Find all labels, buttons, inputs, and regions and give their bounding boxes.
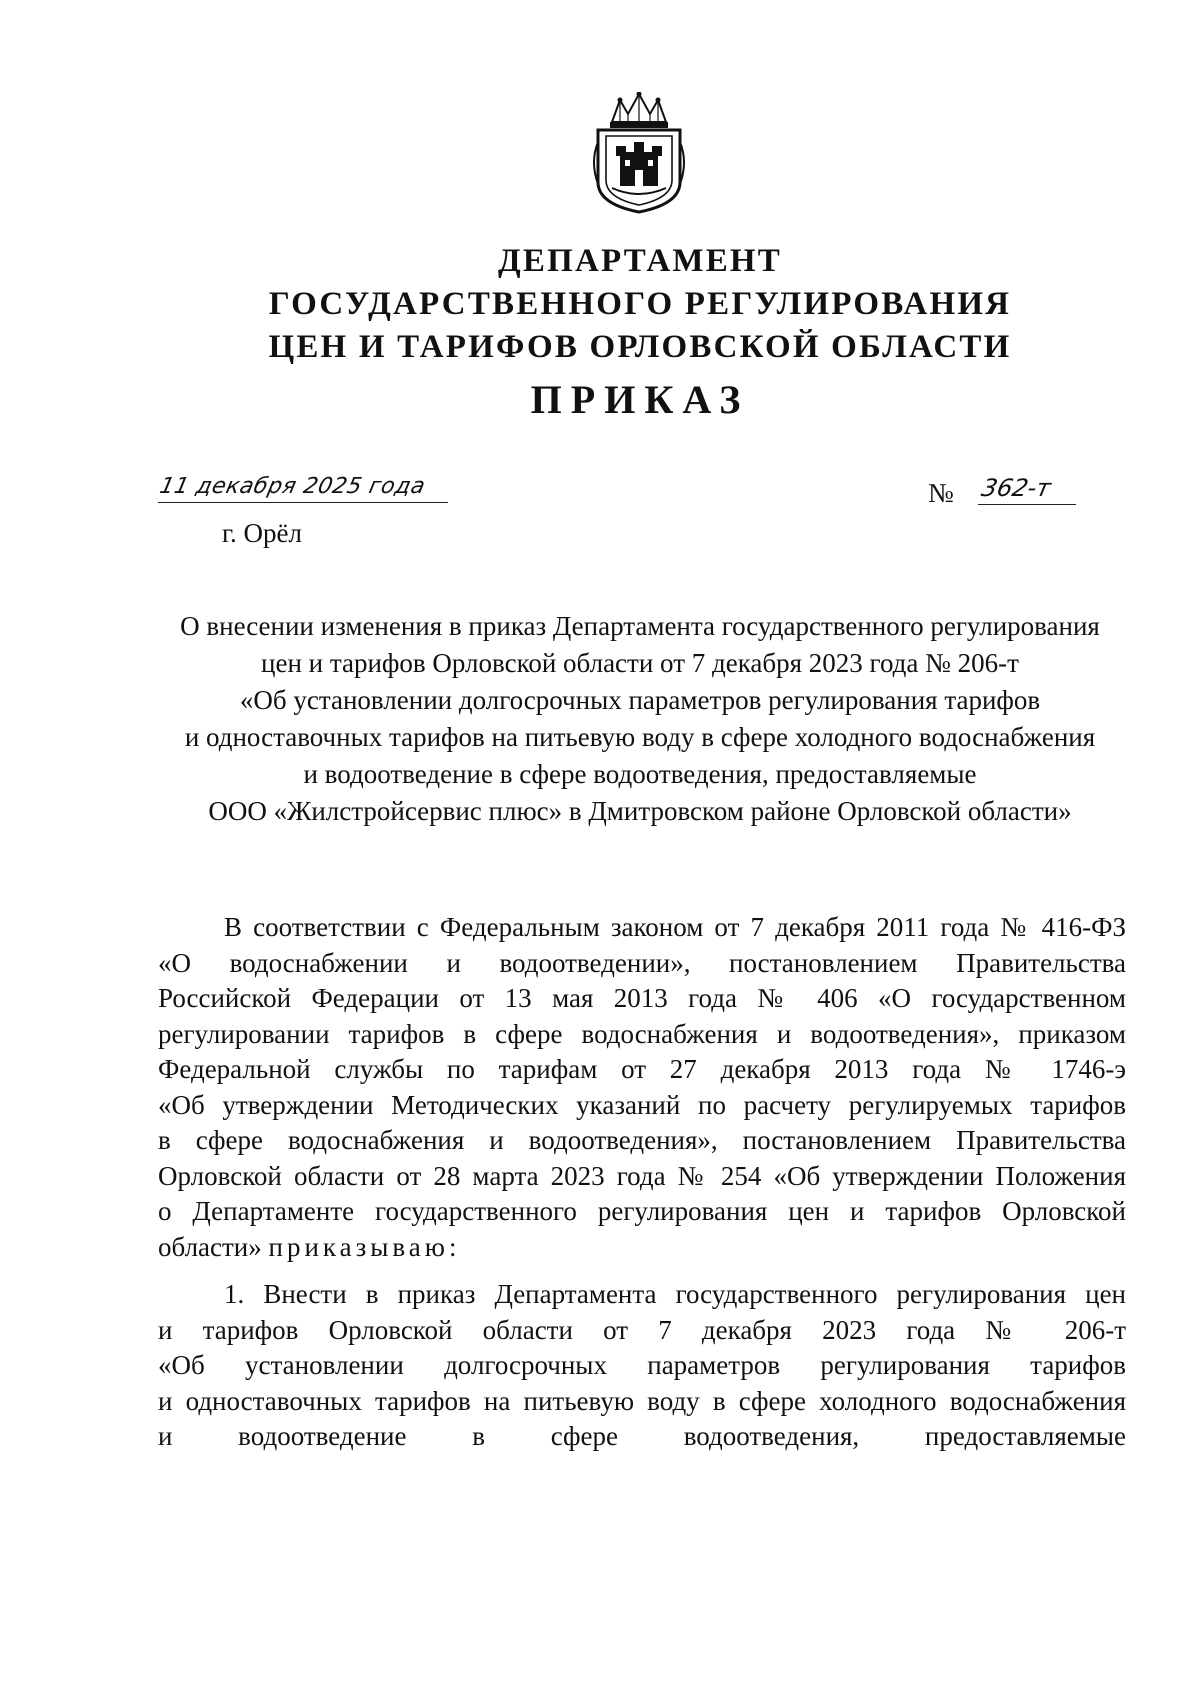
department-line-3: ЦЕН И ТАРИФОВ ОРЛОВСКОЙ ОБЛАСТИ <box>268 329 1012 365</box>
body-line: «Об установлении долгосрочных параметров регулирования тарифов <box>158 1350 1126 1380</box>
number-label: № <box>928 478 954 508</box>
body-line: о Департаменте государственного регулирования цен и тарифов Орловской <box>158 1196 1126 1226</box>
subject-line: О внесении изменения в приказ Департамента государственного регулирования <box>180 611 1100 641</box>
body-line: «Об утверждении Методических указаний по расчету регулируемых тарифов <box>158 1089 1126 1120</box>
body-line: 1. Внести в приказ Департамента государственного регулирования цен <box>224 1279 1126 1309</box>
subject-line: и водоотведение в сфере водоотведения, предоставляемые <box>303 759 977 789</box>
subject-line: «Об установлении долгосрочных параметров регулирования тарифов <box>239 685 1041 715</box>
paragraph-item-1 <box>158 1277 1126 1455</box>
date-underline <box>158 502 448 503</box>
body-line: «О водоснабжении и водоотведении», постановлением Правительства <box>158 947 1126 978</box>
body-line: Федеральной службы по тарифам от 27 декабря 2013 года № 1746-э <box>158 1054 1126 1084</box>
number-underline <box>978 504 1076 505</box>
subject-line: ООО «Жилстройсервис плюс» в Дмитровском районе Орловской области» <box>208 796 1072 826</box>
body-line: В соответствии с Федеральным законом от 7 декабря 2011 года № 416-ФЗ <box>224 912 1126 942</box>
subject-line: и одноставочных тарифов на питьевую воду в сфере холодного водоснабжения <box>184 722 1096 752</box>
body-line: и водоотведение в сфере водоотведения, предоставляемые <box>158 1421 1126 1451</box>
body-line: Российской Федерации от 13 мая 2013 года № 406 «О государственном <box>158 983 1126 1013</box>
body-line: и тарифов Орловской области от 7 декабря 2023 года № 206-т <box>158 1314 1126 1345</box>
body-line: и одноставочных тарифов на питьевую воду в сфере холодного водоснабжения <box>158 1385 1126 1416</box>
department-line-1: ДЕПАРТАМЕНТ <box>497 243 782 279</box>
subject-line: цен и тарифов Орловской области от 7 декабря 2023 года № 206-т <box>261 648 1019 678</box>
body-line: в сфере водоснабжения и водоотведения», постановлением Правительства <box>158 1125 1126 1155</box>
handwritten-date: 11 декабря 2025 года <box>157 474 428 499</box>
department-line-2: ГОСУДАРСТВЕННОГО РЕГУЛИРОВАНИЯ <box>268 286 1012 322</box>
body-line: Орловской области от 28 марта 2023 года № 254 «Об утверждении Положения <box>158 1160 1126 1191</box>
department-name <box>0 240 1200 369</box>
body-text: области» <box>158 1231 262 1262</box>
body-line-final <box>158 1230 1126 1266</box>
city: г. Орёл <box>222 518 302 548</box>
order-subject <box>100 608 1180 830</box>
order-verb: приказываю: <box>268 1231 461 1262</box>
document-type-title: ПРИКАЗ <box>530 377 750 422</box>
handwritten-number: 362-т <box>979 474 1054 502</box>
coat-of-arms-icon <box>590 92 688 214</box>
body-line: регулировании тарифов в сфере водоснабжения и водоотведения», приказом <box>158 1018 1126 1049</box>
order-body <box>158 910 1126 1455</box>
paragraph-preamble <box>158 910 1126 1265</box>
